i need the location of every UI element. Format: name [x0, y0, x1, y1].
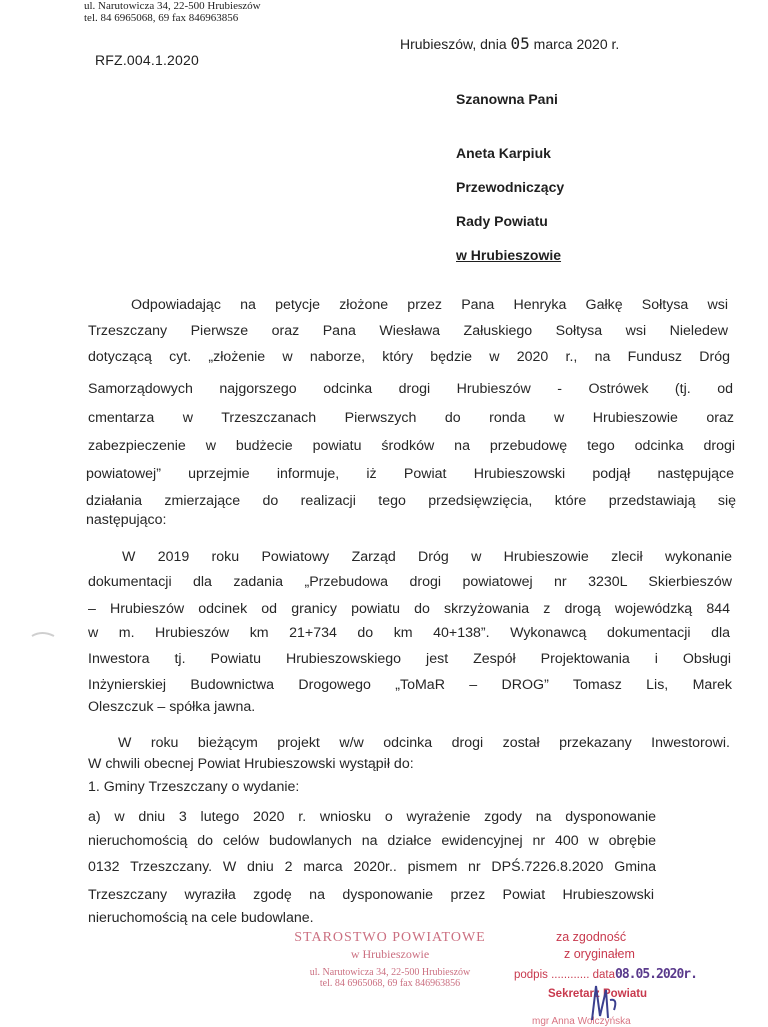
handwritten-signature: [584, 980, 624, 1024]
stamp-certified-line2: z oryginałem: [564, 947, 635, 961]
salutation: Szanowna Pani: [456, 91, 558, 107]
body-line: nieruchomością na cele budowlane.: [88, 910, 314, 926]
reference-number: RFZ.004.1.2020: [95, 52, 199, 68]
stamp-office-phone: tel. 84 6965068, 69 fax 846963856: [319, 978, 461, 989]
stamp-certified-line1: za zgodność: [556, 930, 627, 944]
addressee-block: [456, 90, 564, 280]
body-line: powiatowej” uprzejmie informuje, iż Powiat Hrubieszowski podjął następujące: [86, 466, 734, 482]
date-prefix: Hrubieszów, dnia: [400, 36, 507, 52]
body-line: Inżynierskiej Budownictwa Drogowego „ToMaR – DROG” Tomasz Lis, Marek: [88, 677, 732, 693]
body-line: dokumentacji dla zadania „Przebudowa drogi powiatowej nr 3230L Skierbieszów: [88, 574, 732, 590]
stamp-secretary-title: Sekretarz Powiatu: [548, 988, 648, 1000]
body-line: Trzeszczany wyraziła zgodę na dysponowanie przez Powiat Hrubieszowski: [88, 887, 654, 903]
header-phone: tel. 84 6965068, 69 fax 846963856: [84, 12, 239, 24]
body-line: 1. Gminy Trzeszczany o wydanie:: [88, 779, 300, 795]
date-line: [400, 34, 619, 53]
body-line: Samorządowych najgorszego odcinka drogi Hrubieszów - Ostrówek (tj. od: [88, 381, 733, 397]
body-line: W 2019 roku Powiatowy Zarząd Dróg w Hrubieszowie zlecił wykonanie: [122, 549, 732, 565]
body-line: – Hrubieszów odcinek od granicy powiatu do skrzyżowania z drogą wojewódzką 844: [88, 601, 730, 617]
body-line: cmentarza w Trzeszczanach Pierwszych do ronda w Hrubieszowie oraz: [88, 410, 734, 426]
addressee-name: Aneta Karpiuk: [456, 145, 551, 161]
stamp-date-value: 08.05.2020r.: [615, 967, 697, 982]
addressee-body: Rady Powiatu: [456, 213, 548, 229]
body-line: Inwestora tj. Powiatu Hrubieszowskiego jest Zespół Projektowania i Obsługi: [88, 651, 731, 667]
body-line: zabezpieczenie w budżecie powiatu środków na przebudowę tego odcinka drogi: [88, 438, 735, 454]
body-line: a) w dniu 3 lutego 2020 r. wniosku o wyrażenie zgody na dysponowanie: [88, 809, 656, 825]
body-line: W chwili obecnej Powiat Hrubieszowski wystąpił do:: [88, 756, 414, 772]
stamp-date-label: data: [592, 969, 616, 981]
body-line: dotyczącą cyt. „złożenie w naborze, który będzie w 2020 r., na Fundusz Dróg: [88, 349, 730, 365]
stamp-secretary-name: mgr Anna Wolczyńska: [532, 1016, 631, 1027]
stamp-office-name: STAROSTWO POWIATOWE: [294, 930, 486, 945]
body-line: działania zmierzające do realizacji tego przedsięwzięcia, które przedstawiają się: [86, 493, 736, 509]
body-line: w m. Hrubieszów km 21+734 do km 40+138”. Wykonawcą dokumentacji dla: [88, 625, 730, 641]
header-address: ul. Narutowicza 34, 22-500 Hrubieszów: [84, 0, 261, 12]
addressee-role: Przewodniczący: [456, 179, 565, 195]
body-line: nieruchomością do celów budowlanych na działce ewidencyjnej nr 400 w obrębie: [88, 833, 656, 849]
body-line: Oleszczuk – spółka jawna.: [88, 699, 256, 715]
body-line: W roku bieżącym projekt w/w odcinka drogi został przekazany Inwestorowi.: [118, 735, 730, 751]
stamp-signature-label: podpis ............: [514, 969, 590, 981]
office-header: [84, 0, 284, 24]
stamp-office-place: w Hrubieszowie: [350, 947, 430, 961]
office-stamp: [290, 930, 490, 989]
body-line: 0132 Trzeszczany. W dniu 2 marca 2020r.. pismem nr DPŚ.7226.8.2020 Gmina: [88, 859, 656, 875]
addressee-place: w Hrubieszowie: [456, 247, 562, 263]
scan-mark: [28, 628, 58, 642]
stamp-office-address: ul. Narutowicza 34, 22-500 Hrubieszów: [309, 967, 471, 978]
body-line: Trzeszczany Pierwsze oraz Pana Wiesława Załuskiego Sołtysa wsi Nieledew: [88, 323, 728, 339]
body-line: Odpowiadając na petycje złożone przez Pana Henryka Gałkę Sołtysa wsi: [131, 297, 728, 313]
date-suffix: marca 2020 r.: [533, 36, 620, 52]
date-day: 05: [510, 34, 530, 53]
body-line: następująco:: [86, 512, 167, 528]
